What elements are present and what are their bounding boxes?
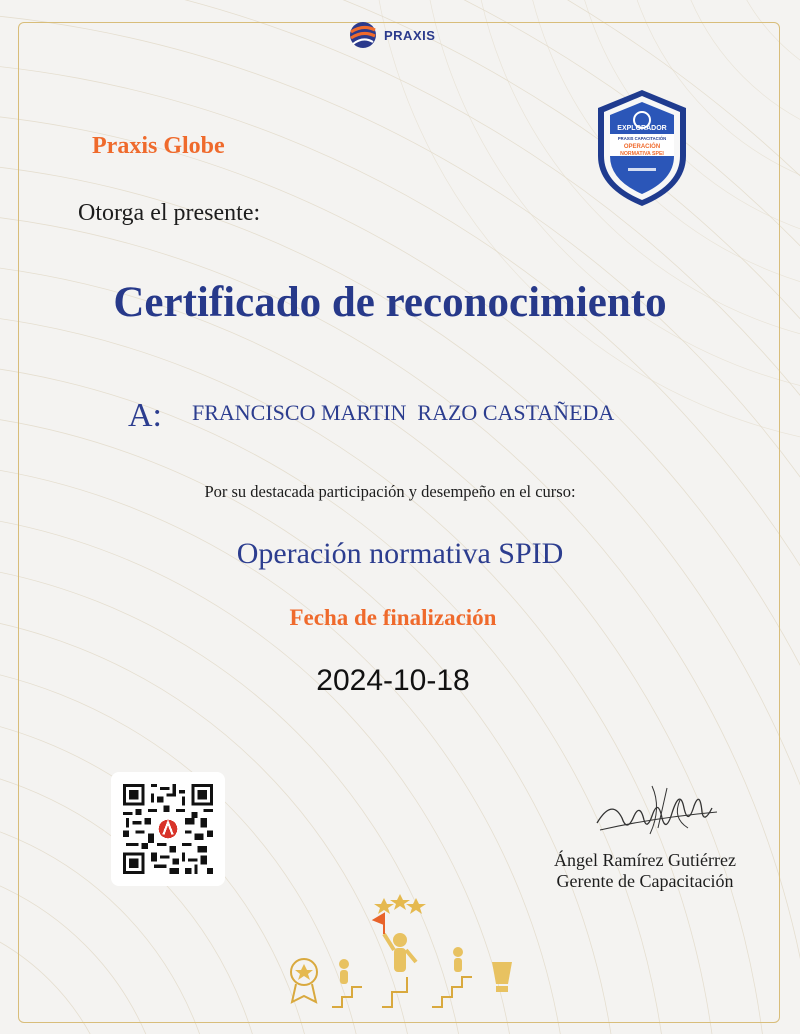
badge-line-4: NORMATIVA SPEI <box>620 151 664 157</box>
issuer-name: Praxis Globe <box>92 133 225 159</box>
explorer-badge-icon <box>594 88 690 208</box>
grants-text: Otorga el presente: <box>78 200 261 226</box>
qr-code-card[interactable] <box>111 772 225 886</box>
badge-line-2: PRAXIS CAPACITACIÓN <box>617 136 667 141</box>
recipient-name: FRANCISCO MARTIN RAZO CASTAÑEDA <box>192 400 615 425</box>
badge-line-1: EXPLORADOR <box>617 125 667 132</box>
signer-role: Gerente de Capacitación <box>556 871 734 891</box>
reason-text: Por su destacada participación y desempeño en el curso: <box>204 482 576 501</box>
recipient-label: A: <box>128 397 162 434</box>
achievement-stairs-illustration <box>282 892 522 1022</box>
handwritten-signature <box>592 778 722 848</box>
badge-line-3: OPERACIÓN <box>623 144 661 150</box>
signer-block <box>525 850 765 892</box>
completion-date-label: Fecha de finalización <box>289 605 497 630</box>
qr-code-icon[interactable] <box>123 784 213 874</box>
signer-name: Ángel Ramírez Gutiérrez <box>554 850 736 870</box>
certificate-title: Certificado de reconocimiento <box>113 279 667 326</box>
course-name: Operación normativa SPID <box>236 537 564 570</box>
praxis-globe-logo-icon <box>346 18 380 52</box>
praxis-logo <box>346 18 435 52</box>
completion-date: 2024-10-18 <box>316 664 470 697</box>
logo-wordmark: PRAXIS <box>384 27 436 43</box>
